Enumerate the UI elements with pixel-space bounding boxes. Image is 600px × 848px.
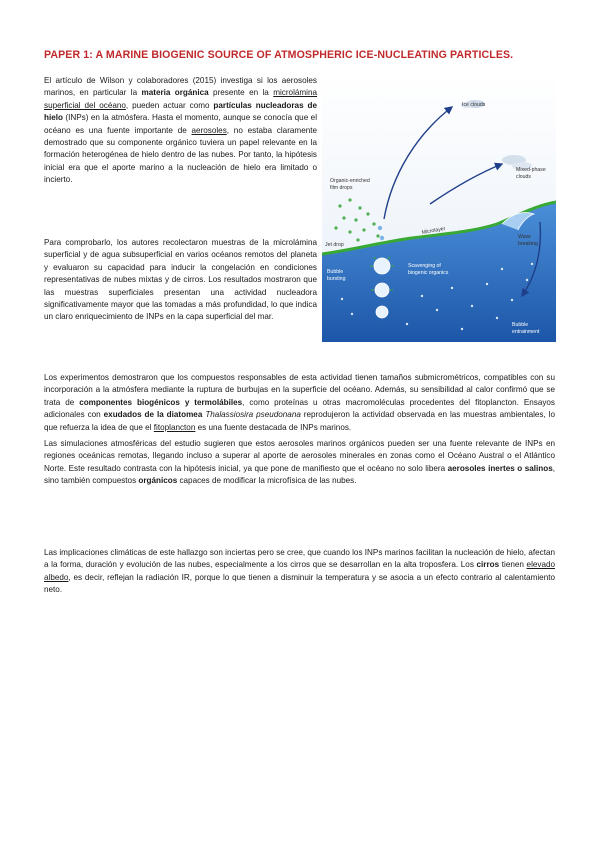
label-mixed-phase-1: Mixed-phase bbox=[516, 167, 546, 173]
paragraph-implications bbox=[44, 547, 555, 597]
bold-term: partículas nucleadoras de hielo bbox=[44, 100, 317, 123]
label-bubble-entrainment-2: entrainment bbox=[512, 329, 540, 335]
label-scavenging-2: biogenic organics bbox=[408, 270, 449, 276]
paragraph-simulations bbox=[44, 438, 555, 488]
text-run: , pueden actuar como bbox=[125, 100, 214, 110]
bold-term: materia orgánica bbox=[141, 88, 209, 98]
label-scavenging-1: Scavenging of bbox=[408, 263, 441, 269]
bold-term: exudados de la diatomea bbox=[103, 410, 203, 420]
label-microlayer: Microlayer bbox=[421, 225, 446, 236]
text-run: Las implicaciones climáticas de este hallazgo son inciertas pero se cree, que cuando los INPs marinos facilitan la nucleación de hielo, afectan a la forma, duración y evolución de las nubes, especialmente a los cirros que se desarrollan en la alta troposfera. Los bbox=[44, 548, 555, 570]
text-run: El artículo de Wilson y colaboradores (2015) investiga si los aerosoles marinos, en particular la bbox=[44, 76, 317, 98]
bold-term: cirros bbox=[476, 560, 500, 570]
text-run: reprodujeron la actividad observada en las muestras ambientales, lo que refuerza la idea de que el bbox=[44, 410, 555, 432]
text-run: , es decir, reflejan la radiación IR, porque lo que tienen a disminuir la temperatura y se asocia a un efecto contrario al calentamiento neto. bbox=[44, 572, 555, 595]
underlined-term: aerosoles bbox=[191, 125, 227, 135]
text-run: , no estaba claramente demostrado que su componente orgánico tuviera un papel relevante en la formación heterogénea de hielo dentro de las nubes. Por tanto, la hipótesis inicial era que el aporte marino a la nucleación de hielo era limitado o incierto. bbox=[44, 125, 318, 185]
diagram-figure bbox=[322, 74, 556, 342]
diagram-svg bbox=[322, 74, 556, 342]
species-name: Thalassiosira pseudonana bbox=[205, 410, 301, 420]
label-bubble-bursting-1: Bubble bbox=[327, 269, 344, 275]
text-run: presente en la bbox=[208, 88, 274, 98]
text-run: tienen bbox=[499, 560, 527, 570]
paragraph-intro bbox=[44, 75, 317, 187]
label-wave-1: Wave bbox=[518, 234, 532, 240]
underlined-term: elevado albedo bbox=[44, 560, 556, 582]
label-mixed-phase-2: clouds bbox=[516, 174, 531, 180]
bold-term: aerosoles inertes o salinos bbox=[447, 463, 553, 473]
underlined-term: fitoplancton bbox=[153, 422, 196, 432]
text-run: capaces de modificar la microfísica de las nubes. bbox=[177, 476, 357, 486]
text-run: , sino también compuestos bbox=[44, 463, 555, 486]
document-title: PAPER 1: A MARINE BIOGENIC SOURCE OF ATMOSPHERIC ICE-NUCLEATING PARTICLES. bbox=[44, 49, 514, 61]
label-jet-drop: Jet drop bbox=[325, 242, 344, 248]
label-ice-clouds: Ice clouds bbox=[462, 102, 486, 108]
text-run: , como proteínas u otras macromoléculas procedentes del fitoplancton. Ensayos adicionales con bbox=[44, 397, 555, 420]
paragraph-experiments bbox=[44, 372, 555, 434]
label-organic-film-1: Organic-enriched bbox=[330, 178, 370, 184]
text-run: (INPs) en la atmósfera. Hasta el momento, aunque se conocía que el océano es una fuente importante de bbox=[44, 113, 317, 135]
bold-term: orgánicos bbox=[138, 476, 178, 486]
label-wave-2: breaking bbox=[518, 241, 538, 247]
label-bubble-bursting-2: bursting bbox=[327, 276, 346, 282]
text-run: Las simulaciones atmosféricas del estudio sugieren que estos aerosoles marinos orgánicos pueden ser una fuente relevante de INPs en regiones oceánicas remotas, llegando incluso a superar al aporte de aerosoles minerales en zonas como el Océano Austral o el Atlántico Norte. Este resultado contrasta con la hipótesis inicial, ya que pone de manifiesto que el océano no solo libera bbox=[44, 439, 555, 473]
paragraph-methods bbox=[44, 237, 317, 324]
text-run: Los experimentos demostraron que los compuestos responsables de esta actividad tienen tamaños submicrométricos, compatibles con su incorporación a la atmósfera mediante la ruptura de burbujas en la superficie del océano. Además, su sensibilidad al calor confirmó que se trata de bbox=[44, 373, 555, 407]
text-run: es una fuente destacada de INPs marinos. bbox=[195, 422, 352, 432]
label-organic-film-2: film drops bbox=[330, 185, 353, 191]
bold-term: componentes biogénicos y termolábiles bbox=[79, 397, 243, 407]
label-bubble-entrainment-1: Bubble bbox=[512, 322, 529, 328]
underlined-term: microlámina superficial del océano bbox=[44, 88, 318, 110]
text-run: Para comprobarlo, los autores recolectaron muestras de la microlámina superficial y de agua subsuperficial en varios océanos remotos del planeta y evaluaron su capacidad para inducir la congelación en condiciones representativas de nubes mixtas y de cirros. Los resultados mostraron que las muestras superficiales presentan una actividad nucleadora significativamente mayor que las tomadas a más profundidad, lo que indica un claro enriquecimiento de INPs en la capa superficial del mar. bbox=[44, 238, 317, 322]
